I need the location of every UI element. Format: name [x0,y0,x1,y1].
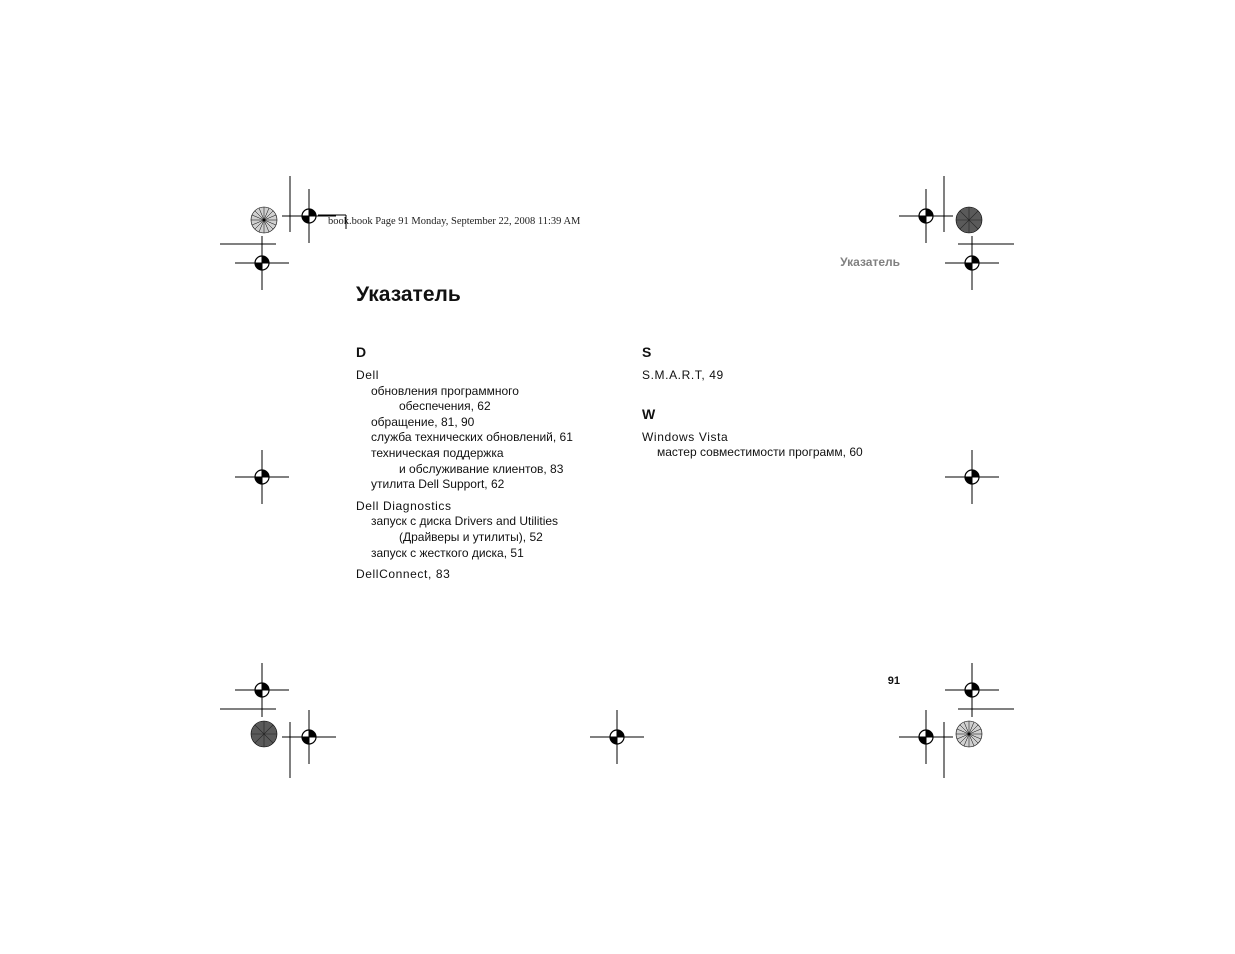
registration-mark-icon [590,710,644,764]
star-target-icon [956,721,982,747]
section-letter: S [642,344,652,360]
index-section-d [356,344,626,583]
star-target-icon [251,721,277,747]
index-subentry: служба технических обновлений, 61 [371,430,573,445]
index-subentry-cont: (Драйверы и утилиты), 52 [399,529,543,544]
index-subentry: мастер совместимости программ, 60 [657,445,863,460]
registration-mark-icon [899,189,953,243]
index-subentry-cont: и обслуживание клиентов, 83 [399,461,564,476]
index-term: DellConnect, 83 [356,567,451,582]
index-subentry: утилита Dell Support, 62 [371,477,505,492]
index-subentry-cont: обеспечения, 62 [399,399,491,414]
index-term: S.M.A.R.T, 49 [642,368,724,382]
index-section-w [642,406,912,461]
section-letter: D [356,344,367,360]
index-entry [642,368,912,384]
index-column-right [642,344,912,483]
index-entry [356,368,626,493]
index-subentry: запуск с жесткого диска, 51 [371,545,524,560]
index-term: Dell [356,368,380,382]
book-slug: book.book Page 91 Monday, September 22, 2008 11:39 AM [328,216,581,227]
running-head: Указатель [840,255,900,269]
index-entry [642,430,912,461]
index-subentry: запуск с диска Drivers and Utilities [371,514,559,529]
index-term: Dell Diagnostics [356,498,452,513]
index-subentry: техническая поддержка [371,445,504,460]
registration-mark-icon [235,450,289,504]
registration-mark-icon [945,450,999,504]
index-section-s [642,344,912,384]
page-number: 91 [887,675,900,687]
index-subentry: обновления программного [371,383,519,398]
index-entry [356,567,626,583]
index-entry [356,499,626,561]
section-letter: W [642,405,656,422]
registration-mark-icon [899,710,953,764]
index-term: Windows Vista [642,429,729,444]
star-target-icon [251,207,277,233]
index-subentry: обращение, 81, 90 [371,414,475,429]
index-column-left [356,344,626,605]
page-title: Указатель [356,283,461,306]
star-target-icon [956,207,982,233]
